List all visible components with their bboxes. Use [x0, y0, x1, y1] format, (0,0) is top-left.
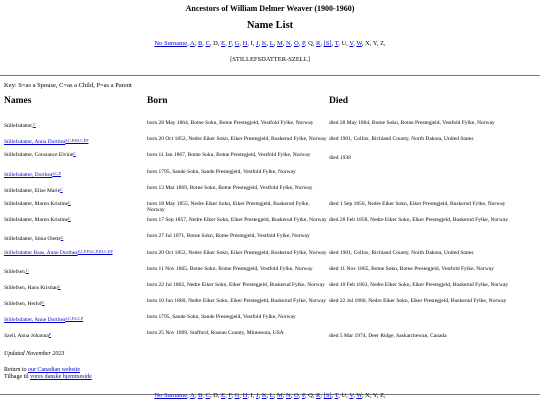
table-row — [0, 136, 540, 152]
danish-website-link[interactable]: vores danske hjemmeside — [30, 374, 92, 380]
person-name-link[interactable]: Stillefsdatter Baas, Anne Dorthea — [4, 249, 78, 256]
table-row — [0, 120, 540, 136]
alphabet-separator: , — [239, 392, 243, 399]
alphabet-top-letter[interactable]: E — [221, 40, 226, 47]
alphabet-separator: , — [187, 40, 191, 47]
role-key-superscript — [33, 123, 36, 127]
alphabet-bottom-letter[interactable]: J — [256, 392, 259, 399]
alphabet-top-letter[interactable]: C — [205, 40, 210, 47]
born-cell: born 11 Nov 1865, Botne Sokn, Botne Prestegjeld, Vestfold Fylke, Norway — [147, 265, 313, 272]
table-row — [0, 282, 540, 298]
column-headers — [0, 96, 540, 110]
alphabet-separator: , — [304, 40, 309, 47]
alphabet-separator: , — [353, 40, 357, 47]
divider-top — [0, 75, 540, 76]
role-key-link[interactable]: C — [60, 236, 64, 241]
born-cell: born 13 Mar 1869, Botne Sokn, Botne Prestegjeld, Vestfold Fylke, Norway — [147, 184, 313, 191]
died-cell: died 11 Nov 1865, Botne Sokn, Botne Prestegjeld, Vestfold Fylke, Norway — [329, 265, 494, 272]
alphabet-bottom-letter[interactable]: [S] — [323, 392, 332, 399]
died-cell: died 1938 — [329, 155, 351, 162]
alphabet-separator: , — [252, 392, 257, 399]
alphabet-separator: , — [376, 392, 380, 399]
person-name: Stillefsen, — [4, 268, 27, 275]
canadian-website-link[interactable]: our Canadian website — [28, 367, 80, 373]
died-cell: died 1 Sep 1856, Nedre Eiker Sokn, Eiker Prestegjeld, Buskerud Fylke, Norway — [329, 200, 506, 207]
role-key-superscript — [52, 172, 61, 176]
column-header-died: Died — [329, 96, 348, 106]
alphabet-top-letter[interactable]: N — [286, 40, 291, 47]
alphabet-bottom-letter: Z — [379, 392, 384, 399]
person-name-cell — [4, 285, 142, 291]
alphabet-top-letter: I — [250, 40, 253, 47]
born-cell: born 1795, Sande Sokn, Sande Prestegjeld, Vestfold Fylke, Norway — [147, 168, 296, 175]
role-key-link[interactable]: C — [60, 187, 63, 192]
alphabet-separator: , — [361, 40, 366, 47]
alphabet-bottom-letter[interactable]: M — [277, 392, 283, 399]
alphabet-bottom-letter[interactable]: F — [228, 392, 232, 399]
alphabet-bottom-letter[interactable]: E — [221, 392, 226, 399]
key-legend: Key: S=as a Spouse, C=as a Child, P=as a Parent — [4, 82, 132, 89]
alphabet-separator: , — [338, 392, 342, 399]
person-name: Stillefsdatter, Elise Marie — [4, 187, 61, 194]
alphabet-bottom-letter[interactable]: H — [242, 392, 248, 399]
alphabet-bottom-letter[interactable]: A — [190, 392, 195, 399]
alphabet-top-letter[interactable]: H — [242, 40, 248, 47]
table-row — [0, 330, 540, 346]
alphabet-top-letter[interactable]: P — [301, 40, 305, 47]
alphabet-top-letter[interactable]: B — [197, 40, 203, 47]
alphabet-top-letter: X — [365, 40, 370, 47]
died-cell: died 5 Mar 1974, Deer Ridge, Saskatchewan, Canada — [329, 333, 447, 340]
alphabet-bottom-letter[interactable]: L — [269, 392, 274, 399]
alphabet-top-letter[interactable]: A — [190, 40, 195, 47]
alphabet-separator: , — [231, 392, 235, 399]
role-key-superscript — [58, 285, 61, 289]
role-key-superscript — [65, 139, 88, 143]
alphabet-separator: , — [298, 40, 302, 47]
role-key-superscript — [68, 217, 71, 221]
alphabet-separator: , — [266, 40, 270, 47]
alphabet-separator: , — [369, 392, 373, 399]
alphabet-separator: , — [273, 392, 277, 399]
person-name-cell — [4, 301, 142, 307]
person-name-cell — [4, 317, 142, 323]
alphabet-separator: , — [202, 40, 206, 47]
alphabet-bottom-letter[interactable]: T — [334, 392, 339, 399]
alphabet-top-letter[interactable]: F — [228, 40, 232, 47]
alphabet-bottom-letter: X — [365, 392, 370, 399]
updated-note: Updated November 2023 — [4, 351, 65, 357]
return-prefix: Return to — [4, 367, 28, 373]
alphabet-bottom-letter: Q — [308, 392, 313, 399]
alphabet-bottom-letter[interactable]: G — [234, 392, 240, 399]
alphabet-separator: , — [252, 40, 257, 47]
alphabet-top-letter[interactable]: R — [316, 40, 321, 47]
alphabet-top-letter[interactable]: K — [261, 40, 267, 47]
alphabet-separator: , — [369, 40, 373, 47]
alphabet-separator: , — [258, 392, 262, 399]
alphabet-bottom-letter[interactable]: P — [301, 392, 305, 399]
person-name-cell — [4, 188, 142, 194]
born-cell: born 20 Oct 1852, Nedre Eiker Sokn, Eiker Prestegjeld, Buskerud Fylke, Norway — [147, 249, 327, 256]
born-cell: born 10 Jun 1860, Nedre Eiker Sokn, Eiker Prestegjeld, Buskerud Fylke, Norway — [147, 298, 327, 305]
role-key-superscript — [26, 269, 29, 273]
person-name-link[interactable]: Stillefsdatter, Anna Dorthea — [4, 139, 66, 146]
alphabet-top-letter[interactable]: O — [293, 40, 299, 47]
alphabet-separator: , — [320, 40, 324, 47]
role-key-superscript — [73, 152, 76, 156]
alphabet-bottom-letter[interactable]: K — [261, 392, 267, 399]
alphabet-top-letter[interactable]: J — [256, 40, 259, 47]
role-key-link[interactable]: C — [41, 301, 45, 306]
alphabet-separator: , — [361, 392, 366, 399]
born-cell: born 20 Oct 1852, Nedre Eiker Sokn, Eiker Prestegjeld, Buskerud Fylke, Norway — [147, 136, 327, 143]
alphabet-bottom-letter: D — [213, 392, 218, 399]
page-title: Ancestors of William Delmer Weaver (1900-1960) — [185, 4, 355, 13]
alphabet-separator: , — [273, 40, 277, 47]
alphabet-separator: , — [383, 40, 386, 47]
alphabet-bottom-letter: U — [341, 392, 347, 399]
person-name-cell — [4, 152, 142, 158]
alphabet-separator: , — [225, 40, 229, 47]
person-name: Stillefsdatter, — [4, 123, 34, 129]
died-cell: died 10 Feb 1863, Nedre Eiker Sokn, Eiker Prestegjeld, Buskerud Fylke, Norway — [329, 281, 509, 288]
table-row — [0, 152, 540, 168]
alphabet-separator: , — [194, 40, 198, 47]
alphabet-bottom-letter[interactable]: R — [316, 392, 321, 399]
alphabet-separator: , — [239, 40, 243, 47]
person-name-link[interactable]: Stillefsdatter, Dorthea — [4, 171, 53, 178]
alphabet-top-letter[interactable]: T — [334, 40, 339, 47]
alphabet-separator: , — [231, 40, 235, 47]
alphabet-separator: , — [298, 392, 302, 399]
alphabet-separator: , — [194, 392, 198, 399]
table-row — [0, 266, 540, 282]
born-cell: born 1795, Sande Sokn, Sande Prestegjeld, Vestfold Fylke, Norway — [147, 314, 296, 321]
role-key-superscript — [78, 250, 113, 254]
alphabet-separator: , — [304, 392, 309, 399]
alphabet-separator: , — [320, 392, 324, 399]
alphabet-separator: , — [217, 392, 222, 399]
alphabet-separator: , — [217, 40, 222, 47]
name-list-heading: Name List — [246, 20, 294, 31]
alphabet-top-letter[interactable]: L — [269, 40, 274, 47]
born-cell: born 11 Jan 1867, Botne Sokn, Botne Prestegjeld, Vestfold Fylke, Norway — [147, 152, 311, 159]
person-name-cell — [4, 123, 142, 129]
alphabet-separator: , — [312, 40, 317, 47]
role-key-link[interactable]: S,C,P,P,S,C,P,P — [65, 139, 89, 144]
person-name-cell — [4, 201, 142, 207]
table-row — [0, 233, 540, 249]
alphabet-index-bottom — [0, 392, 540, 399]
person-name: Stillefsdatter, Constance Elvine — [4, 152, 74, 159]
alphabet-separator: , — [282, 392, 287, 399]
died-cell: died 28 Feb 1858, Nedre Eiker Sokn, Eiker Prestegjeld, Buskerud Fylke, Norway — [329, 217, 509, 224]
alphabet-bottom-letter: I — [250, 392, 253, 399]
alphabet-top-letter: U — [341, 40, 347, 47]
alphabet-bottom-letter[interactable]: No Surname — [154, 392, 188, 399]
died-cell: died 22 Jul 1860, Nedre Eiker Sokn, Eiker Prestegjeld, Buskerud Fylke, Norway — [329, 298, 507, 305]
alphabet-separator: , — [346, 40, 350, 47]
person-name: Stillefsdatter, Maren Kristine — [4, 200, 69, 207]
alphabet-top-letter: Y — [372, 40, 377, 47]
person-name: Stillefsdatter, Maren Kristine — [4, 217, 69, 224]
person-name-cell — [4, 139, 142, 145]
person-name-cell — [4, 236, 142, 242]
table-row — [0, 314, 540, 330]
person-name-cell — [4, 172, 142, 178]
role-key-link[interactable]: C — [26, 268, 29, 273]
table-row — [0, 217, 540, 233]
role-key-link[interactable]: C — [33, 123, 36, 127]
alphabet-separator: , — [225, 392, 229, 399]
role-key-superscript — [68, 201, 71, 205]
alphabet-separator: , — [187, 392, 191, 399]
person-name-cell — [4, 269, 142, 275]
alphabet-top-letter: Q — [308, 40, 313, 47]
person-name-cell — [4, 217, 142, 223]
alphabet-separator: , — [247, 392, 251, 399]
name-list-table — [0, 120, 540, 347]
table-row — [0, 250, 540, 266]
alphabet-separator: , — [383, 392, 386, 399]
alphabet-separator: , — [346, 392, 350, 399]
column-header-born: Born — [147, 96, 168, 106]
alphabet-separator: , — [258, 40, 262, 47]
alphabet-separator: , — [338, 40, 342, 47]
alphabet-bottom-letter: Y — [372, 392, 377, 399]
alphabet-top-letter[interactable]: W — [356, 40, 362, 47]
alphabet-separator: , — [290, 40, 294, 47]
role-key-link[interactable]: P — [48, 333, 51, 338]
alphabet-separator: , — [331, 392, 335, 399]
born-cell: born 22 Jul 1862, Nedre Eiker Sokn, Eiker Prestegjeld, Buskerud Fylke, Norway — [147, 281, 325, 288]
table-row — [0, 169, 540, 185]
alphabet-separator: , — [331, 40, 335, 47]
person-name: Stillefsen, Hans Kristian — [4, 284, 58, 291]
alphabet-index-top — [0, 40, 540, 47]
alphabet-bottom-letter[interactable]: W — [356, 392, 362, 399]
surname-range-label: [STILLEFSDATTER-SZELL] — [230, 56, 310, 63]
role-key-superscript — [65, 317, 83, 321]
alphabet-separator: , — [312, 392, 317, 399]
role-key-superscript — [61, 236, 64, 240]
alphabet-top-letter: D — [213, 40, 218, 47]
person-name-link[interactable]: Stillefsdatter, Anne Dorthea — [4, 317, 66, 324]
born-cell: born 27 Jul 1871, Botne Sokn, Botne Prestegjeld, Vestfold Fylke, Norway — [147, 233, 310, 240]
alphabet-bottom-letter[interactable]: C — [205, 392, 210, 399]
alphabet-top-letter[interactable]: [S] — [323, 40, 332, 47]
role-key-link[interactable]: C — [57, 284, 61, 289]
person-name-cell — [4, 333, 142, 339]
alphabet-bottom-letter[interactable]: O — [293, 392, 299, 399]
role-key-link[interactable]: C — [68, 200, 71, 205]
person-name: Stillefsdatter, Stina Olette — [4, 236, 61, 243]
born-cell: born 25 Nov 1899, Stafford, Roseau County, Minnesota, USA — [147, 330, 284, 337]
died-cell: died 1901, Colfax, Richland County, North Dakota, United States — [329, 249, 474, 256]
role-key-superscript — [42, 301, 45, 305]
table-row — [0, 185, 540, 201]
alphabet-bottom-letter[interactable]: B — [197, 392, 203, 399]
return-links — [4, 367, 92, 381]
alphabet-separator: , — [290, 392, 294, 399]
born-cell: born 17 Sep 1857, Nedre Eiker Sokn, Eiker Prestegjeld, Buskerud Fylke, Norway — [147, 217, 327, 224]
born-cell: born 28 May 1864, Botne Sokn, Botne Prestegjeld, Vestfold Fylke, Norway — [147, 120, 314, 126]
table-row — [0, 298, 540, 314]
person-name: Stillefsen, Herlof — [4, 301, 42, 308]
role-key-link[interactable]: S,C,P,P,S,C,P,P,S,C,P,P — [77, 249, 113, 254]
alphabet-bottom-letter[interactable]: V — [349, 392, 354, 399]
role-key-link[interactable]: C — [73, 152, 76, 157]
alphabet-separator: , — [202, 392, 206, 399]
alphabet-top-letter: Z — [379, 40, 384, 47]
person-name-cell — [4, 250, 142, 256]
alphabet-top-letter[interactable]: V — [349, 40, 354, 47]
alphabet-separator: , — [266, 392, 270, 399]
born-cell: born 18 May 1855, Nedre Eiker Sokn, Eiker Prestegjeld, Buskerud Fylke, Norway — [147, 200, 310, 214]
alphabet-separator: , — [209, 40, 214, 47]
back-prefix: Tilbage til — [4, 374, 31, 380]
role-key-link[interactable]: S,C,P,S,C,P — [65, 317, 84, 322]
died-cell: died 28 May 1864, Botne Sokn, Botne Prestegjeld, Vestfold Fylke, Norway — [329, 120, 495, 126]
alphabet-separator: , — [353, 392, 357, 399]
person-name: Szell, Anna Johanna — [4, 333, 49, 340]
alphabet-separator: , — [376, 40, 380, 47]
role-key-link[interactable]: C — [68, 217, 71, 222]
column-header-names: Names — [4, 96, 32, 106]
alphabet-bottom-letter[interactable]: N — [286, 392, 291, 399]
alphabet-top-letter[interactable]: G — [234, 40, 240, 47]
role-key-superscript — [60, 188, 63, 192]
role-key-link[interactable]: S,C,P — [52, 171, 62, 176]
alphabet-separator: , — [209, 392, 214, 399]
alphabet-top-letter[interactable]: M — [277, 40, 283, 47]
role-key-superscript — [49, 333, 51, 337]
table-row — [0, 201, 540, 217]
alphabet-top-letter[interactable]: No Surname — [154, 40, 188, 47]
alphabet-separator: , — [247, 40, 251, 47]
alphabet-separator: , — [282, 40, 287, 47]
died-cell: died 1901, Colfax, Richland County, North Dakota, United States — [329, 136, 474, 143]
